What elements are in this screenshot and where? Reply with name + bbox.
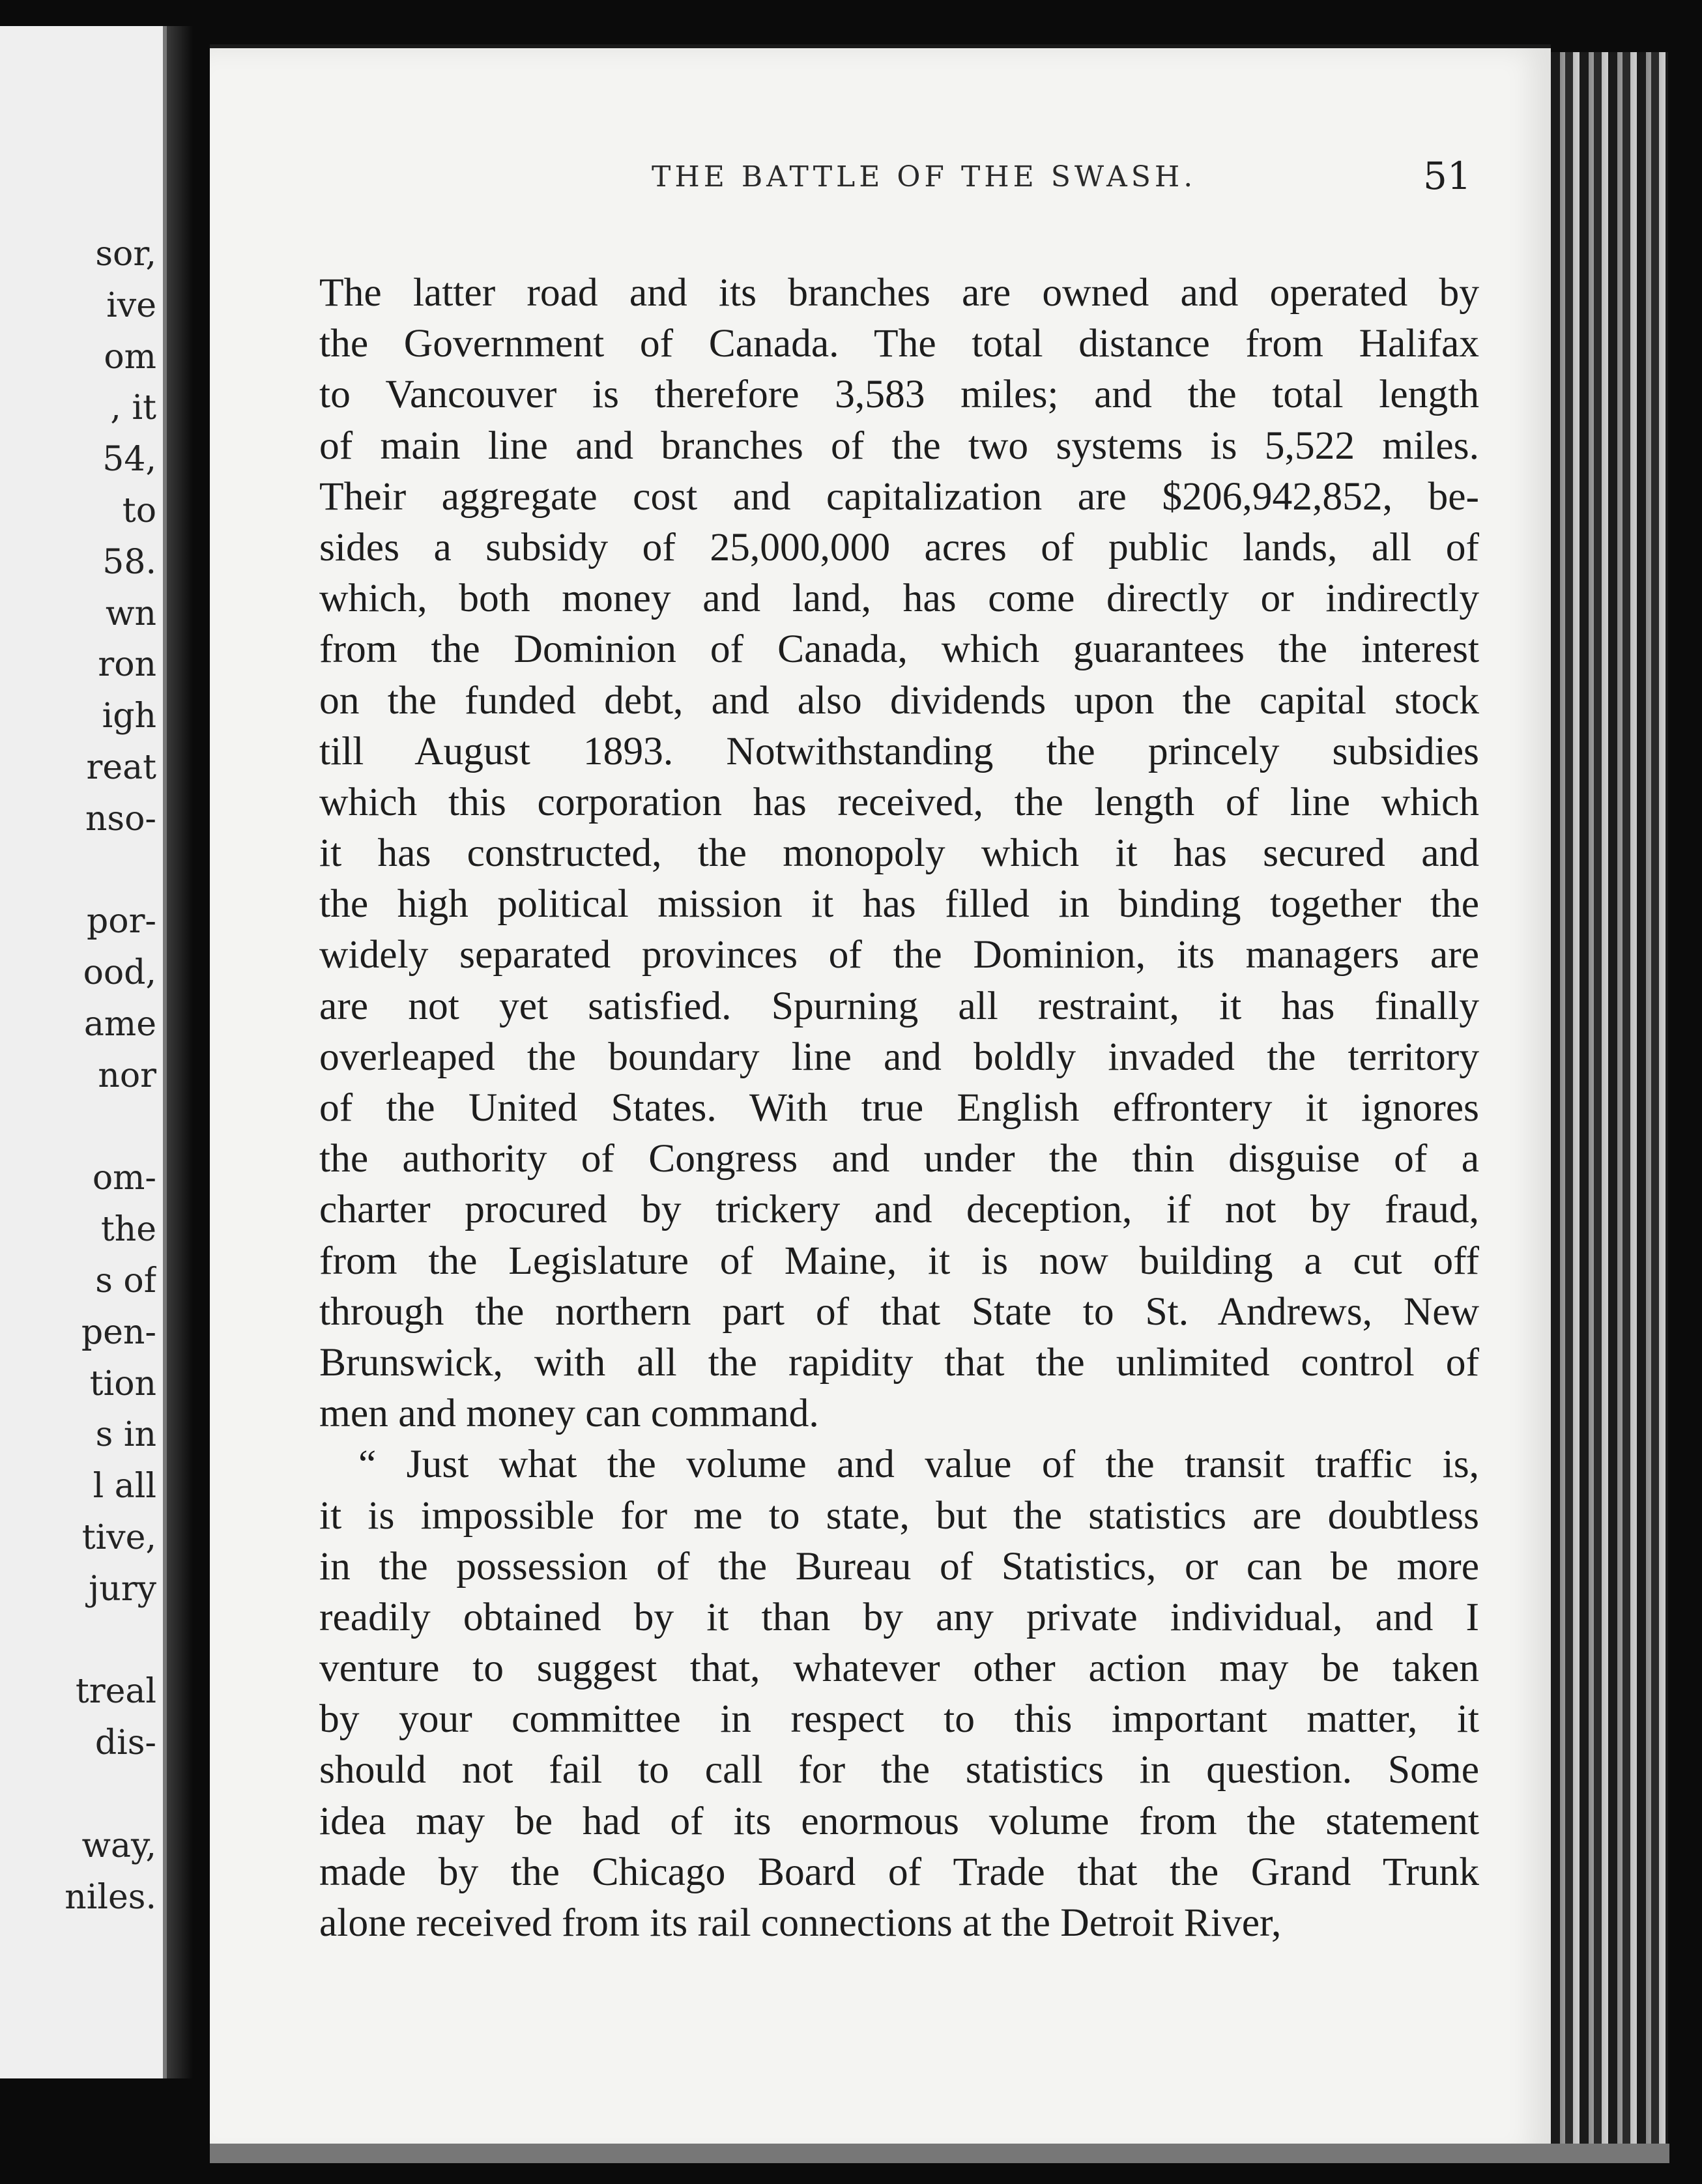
text-line: Brunswick, with all the rapidity that the unlimited control of [319,1340,1479,1385]
left-page-fragment: jury [89,1569,156,1609]
left-page-fragment: 54, [102,440,156,480]
left-page-fragment: sor, [95,235,156,274]
left-page-fragment: niles. [65,1877,156,1917]
left-page-fragment: ron [98,645,156,685]
left-page-fragment: ame [83,1005,156,1044]
paragraph-1 [319,267,1479,1439]
left-page-fragment: s in [95,1415,156,1455]
left-page-fragment: tive, [81,1518,156,1557]
text-line: on the funded debt, and also dividends upon the capital stock [319,678,1479,723]
text-line: men and money can command. [319,1391,819,1436]
left-page-fragment: s of [95,1261,156,1300]
left-page-fragment: treal [75,1672,156,1712]
left-page-fragment: way, [81,1826,156,1865]
left-page-fragment: dis- [94,1723,156,1763]
text-line: by your committee in respect to this important matter, it [319,1697,1479,1742]
left-facing-page [0,26,167,2078]
text-line: which this corporation has received, the length of line which [319,779,1479,824]
text-line: sides a subsidy of 25,000,000 acres of public lands, all of [319,524,1479,569]
text-line: Their aggregate cost and capitalization are $206,942,852, be- [319,474,1479,519]
left-page-fragment: om [104,337,156,377]
left-page-fragment: tion [89,1364,156,1403]
left-page-fragment: por- [86,902,156,941]
text-line: idea may be had of its enormous volume from the statement [319,1798,1479,1843]
left-page-fragment: ood, [83,953,156,993]
left-page-fragment: om- [92,1158,156,1198]
paragraph-2 [319,1439,1479,1948]
text-line: charter procured by trickery and deception, if not by fraud, [319,1187,1479,1232]
text-line: from the Legislature of Maine, it is now building a cut off [319,1238,1479,1283]
left-page-fragment: the [100,1210,156,1250]
text-line: The latter road and its branches are owned and operated by [319,270,1479,315]
text-line: overleaped the boundary line and boldly invaded the territory [319,1034,1479,1079]
text-line: are not yet satisfied. Spurning all restraint, it has finally [319,983,1479,1028]
text-line: in the possession of the Bureau of Statistics, or can be more [319,1544,1479,1588]
page-bottom-edge [210,2144,1669,2163]
text-line: of the United States. With true English effrontery it ignores [319,1085,1479,1130]
text-line: alone received from its rail connections at the Detroit River, [319,1901,1282,1945]
text-line: till August 1893. Notwithstanding the princely subsidies [319,728,1479,773]
text-line: it is impossible for me to state, but the statistics are doubtless [319,1493,1479,1538]
left-page-fragment: wn [106,594,156,633]
left-page-fragment: igh [102,697,156,736]
text-line: the authority of Congress and under the thin disguise of a [319,1136,1479,1181]
running-head: THE BATTLE OF THE SWASH. [652,160,1197,194]
left-page-fragment: l all [93,1467,156,1506]
text-line: readily obtained by it than by any private individual, and I [319,1594,1479,1639]
text-line: to Vancouver is therefore 3,583 miles; and the total length [319,372,1479,417]
text-line: “ Just what the volume and value of the transit traffic is, [358,1442,1479,1487]
text-line: made by the Chicago Board of Trade that the Grand Trunk [319,1849,1479,1894]
text-line: which, both money and land, has come directly or indirectly [319,576,1479,621]
text-line: venture to suggest that, whatever other action may be taken [319,1646,1479,1691]
book-gutter [167,26,193,2078]
text-line: through the northern part of that State to St. Andrews, New [319,1289,1479,1334]
left-page-fragment: pen- [81,1312,156,1352]
left-page-fragment: ive [106,285,156,325]
left-page-fragment: 58. [102,542,156,582]
text-line: the high political mission it has filled in binding together the [319,882,1479,927]
left-page-fragment: nor [98,1056,156,1095]
left-page-fragment: nso- [85,799,156,839]
left-page-fragment: reat [86,748,156,787]
text-line: it has constructed, the monopoly which it has secured and [319,831,1479,876]
left-page-fragment: , it [110,388,156,428]
text-line: should not fail to call for the statistics in question. Some [319,1747,1479,1792]
text-line: from the Dominion of Canada, which guarantees the interest [319,627,1479,672]
text-line: widely separated provinces of the Dominion, its managers are [319,932,1479,977]
page-edges [1551,52,1668,2150]
left-page-fragment: to [122,491,156,530]
page-number: 51 [1423,154,1471,198]
text-line: of main line and branches of the two systems is 5,522 miles. [319,423,1479,468]
text-line: the Government of Canada. The total distance from Halifax [319,321,1479,366]
body-text [319,267,1479,1948]
